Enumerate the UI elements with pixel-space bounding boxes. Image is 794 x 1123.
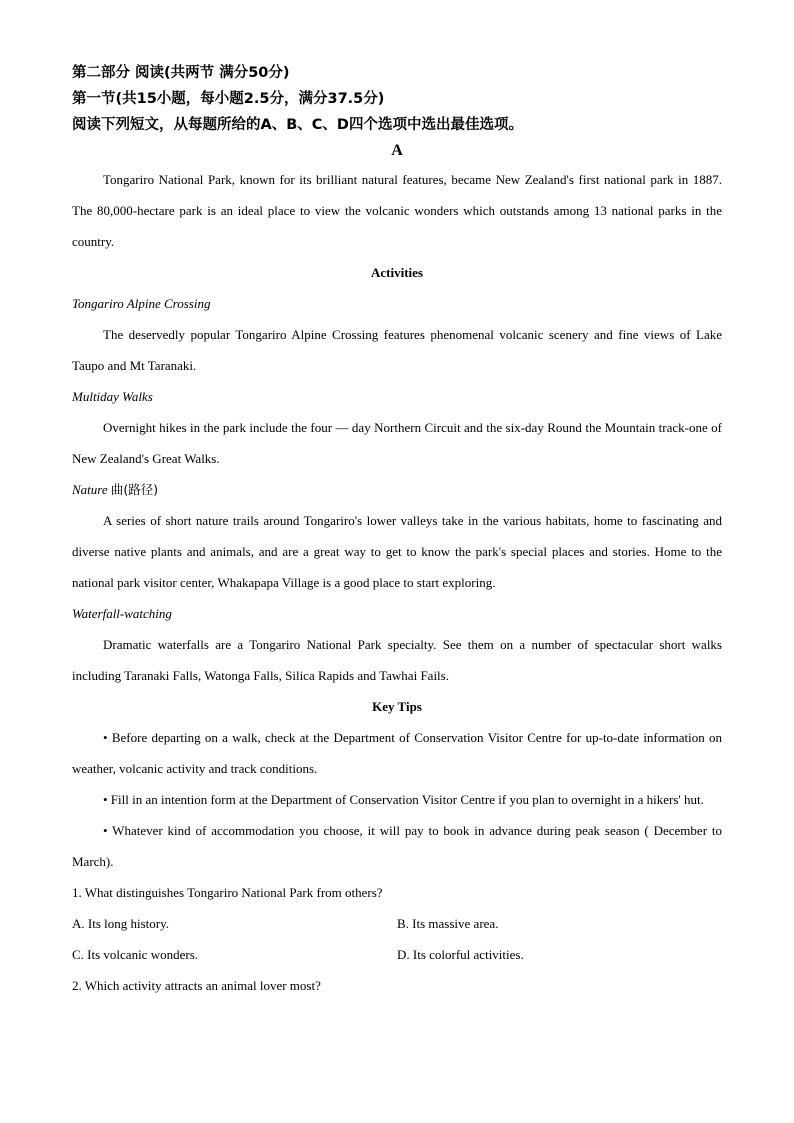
- activity-body-waterfall-watching: Dramatic waterfalls are a Tongariro National Park specialty. See them on a number of spectacular short walks including Taranaki Falls, Watonga Falls, Silica Rapids and Tawhai Fails.: [72, 637, 722, 683]
- exam-page: [72, 60, 722, 1001]
- tip-item: • Whatever kind of accommodation you choose, it will pay to book in advance during peak season ( December to March).: [72, 823, 722, 869]
- section-heading: 第一节(共15小题，每小题2.5分，满分37.5分): [72, 91, 385, 107]
- activities-heading: Activities: [371, 265, 423, 280]
- question-1-stem: 1. What distinguishes Tongariro National Park from others?: [72, 885, 383, 900]
- option-d: D. Its colorful activities.: [397, 947, 524, 962]
- tips-heading: Key Tips: [372, 699, 422, 714]
- instruction-text: 阅读下列短文，从每题所给的A、B、C、D四个选项中选出最佳选项。: [72, 117, 523, 133]
- activity-title-multiday-walks: Multiday Walks: [72, 389, 153, 404]
- activity-title-nature: Nature: [72, 482, 108, 497]
- tip-item: • Fill in an intention form at the Department of Conservation Visitor Centre if you plan to overnight in a hikers' hut.: [103, 792, 704, 807]
- option-c: C. Its volcanic wonders.: [72, 947, 199, 962]
- activity-body-alpine-crossing: The deservedly popular Tongariro Alpine Crossing features phenomenal volcanic scenery and fine views of Lake Taupo and Mt Taranaki.: [72, 327, 722, 373]
- activity-title-alpine-crossing: Tongariro Alpine Crossing: [72, 296, 211, 311]
- question-2-stem: 2. Which activity attracts an animal lover most?: [72, 978, 321, 993]
- passage-intro: Tongariro National Park, known for its brilliant natural features, became New Zealand's first national park in 1887. The 80,000-hectare park is an ideal place to view the volcanic wonders which outstands among 13 national parks in the country.: [72, 172, 722, 249]
- question-1-options-row-1: [72, 908, 722, 939]
- activity-heading-nature: [72, 474, 722, 505]
- option-b: B. Its massive area.: [397, 916, 499, 931]
- part-heading: 第二部分 阅读(共两节 满分50分): [72, 65, 290, 81]
- tip-item: • Before departing on a walk, check at the Department of Conservation Visitor Centre for up-to-date information on weather, volcanic activity and track conditions.: [72, 730, 722, 776]
- passage-label: A: [391, 142, 403, 159]
- activity-body-nature: A series of short nature trails around Tongariro's lower valleys take in the various habitats, home to fascinating and diverse native plants and animals, and are a great way to get to know the park's special places and stories. Home to the national park visitor center, Whakapapa Village is a good place to start exploring.: [72, 513, 722, 590]
- activity-body-multiday-walks: Overnight hikes in the park include the four — day Northern Circuit and the six-day Round the Mountain track-one of New Zealand's Great Walks.: [72, 420, 722, 466]
- option-a: A. Its long history.: [72, 916, 170, 931]
- question-1-options-row-2: [72, 939, 722, 970]
- activity-note-nature: 曲(路径): [110, 482, 159, 497]
- activity-title-waterfall-watching: Waterfall-watching: [72, 606, 172, 621]
